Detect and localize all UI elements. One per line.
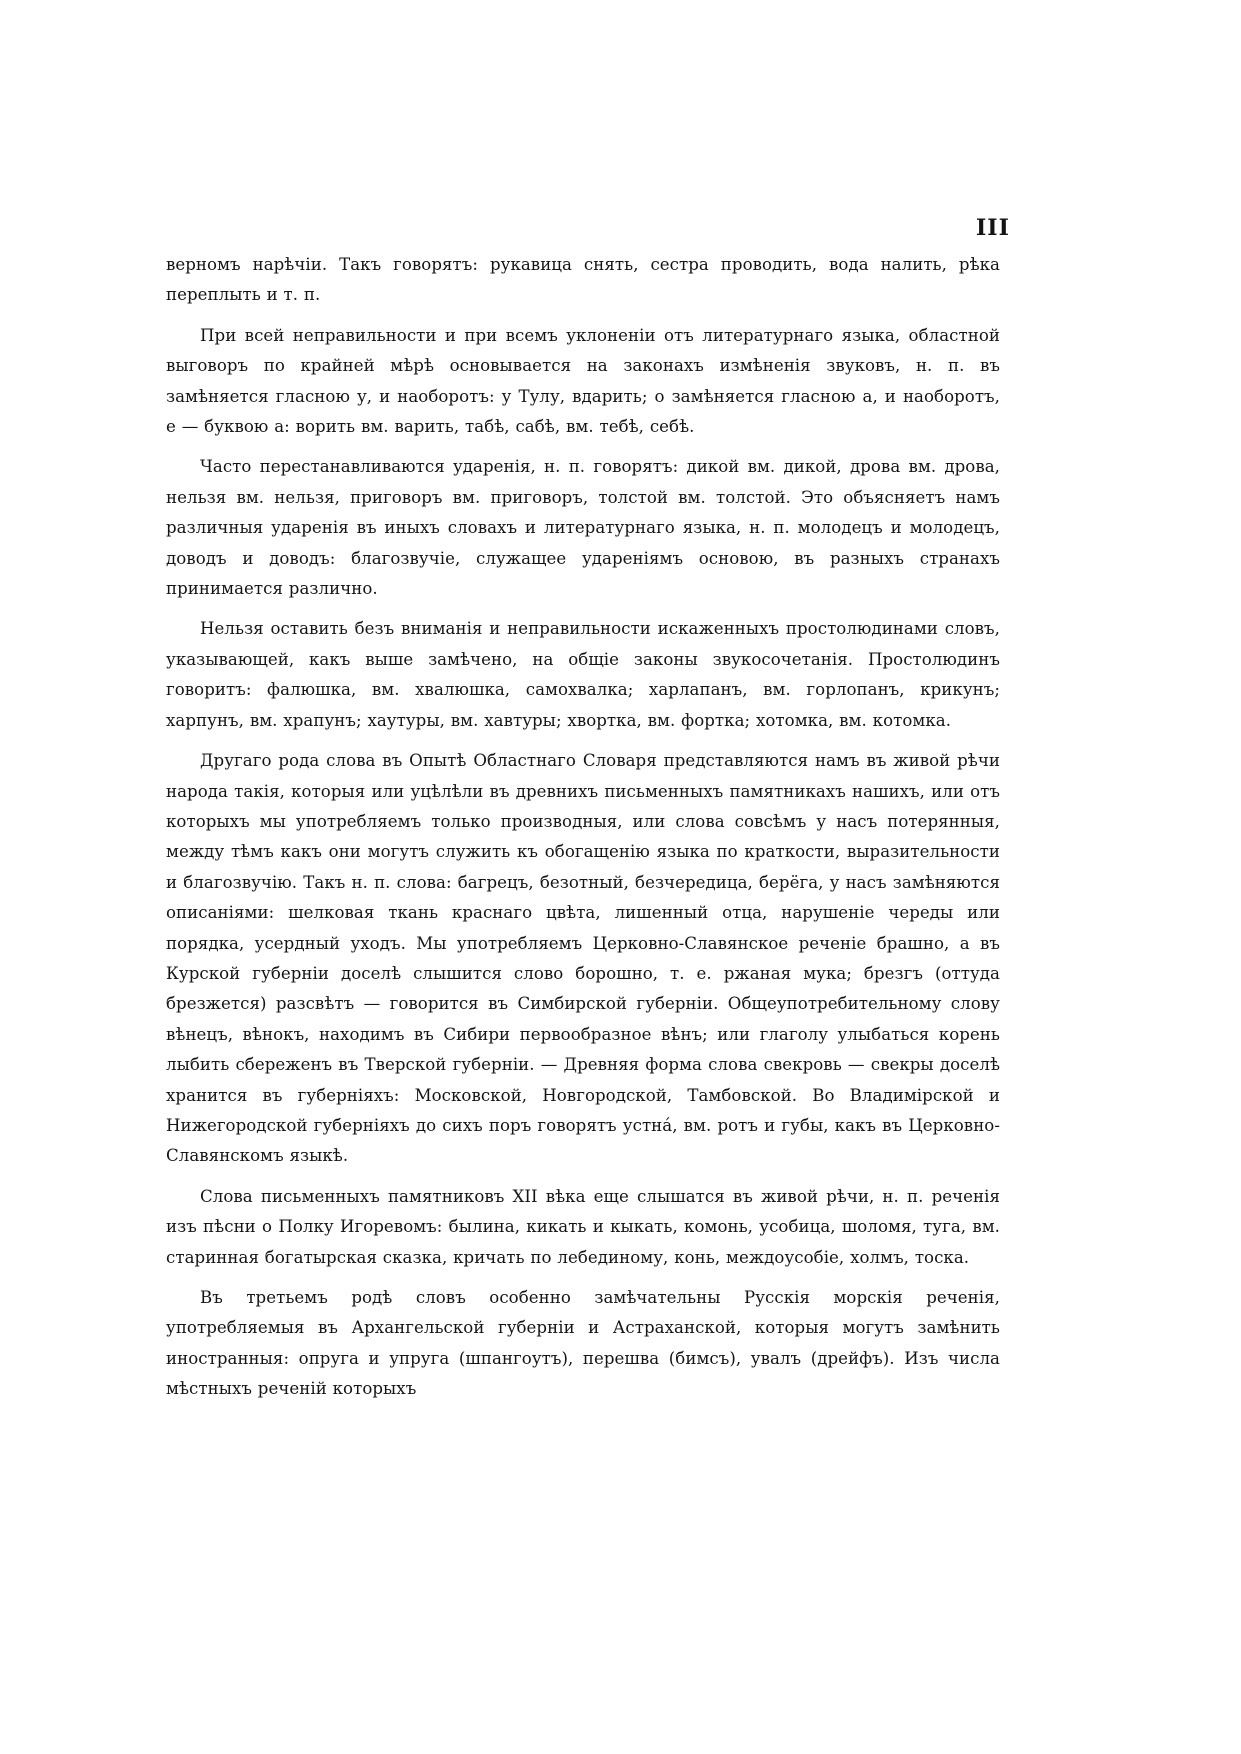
paragraph-nautical-terms: Въ третьемъ родѣ словъ особенно замѣчательны Русскія морскія реченія, употребляемыя въ Архангельской губерніи и Астраханской, которыя могутъ замѣнить иностранныя: опруга и упруга (шпангоутъ), перешва (бимсъ), увалъ (дрейфъ). Изъ числа мѣстныхъ реченій которыхъ [166,1288,1000,1399]
paragraph-distortions: Нельзя оставить безъ вниманія и неправильности искаженныхъ простолюдинами словъ, указывающей, какъ выше замѣчено, на общіе законы звукосочетанія. Простолюдинъ говоритъ: фалюшка, вм. хвалюшка, самохвалка; харлапанъ, вм. горлопанъ, крикунъ; харпунъ, вм. храпунъ; хаутуры, вм. хавтуры; хвортка, вм. фортка; хотомка, вм. котомка. [166,619,1000,730]
paragraph-stress: Часто перестанавливаются ударенія, н. п. говорятъ: дикой вм. дикой, дрова вм. дрова, нельзя вм. нельзя, приговоръ вм. приговоръ, толстой вм. толстой. Это объясняетъ намъ различныя ударенія въ иныхъ словахъ и литературнаго языка, н. п. молодецъ и молодецъ, доводъ и доводъ: благозвучіе, служащее удареніямъ основою, въ разныхъ странахъ принимается различно. [166,457,1000,599]
body-text [166,250,1000,1415]
paragraph-old-words: Другаго рода слова въ Опытѣ Областнаго Словаря представляются намъ въ живой рѣчи народа такія, которыя или уцѣлѣли въ древнихъ письменныхъ памятникахъ нашихъ, или отъ которыхъ мы употребляемъ только производныя, или слова совсѣмъ у насъ потерянныя, между тѣмъ какъ они могутъ служить къ обогащенію языка по краткости, выразительности и благозвучію. Такъ н. п. слова: багрецъ, безотный, безчередица, берёга, у насъ замѣняются описаніями: шелковая ткань краснаго цвѣта, лишенный отца, нарушеніе череды или порядка, усердный уходъ. Мы употребляемъ Церковно-Славянское реченіе брашно, а въ Курской губерніи доселѣ слышится слово борошно, т. е. ржаная мука; брезгъ (оттуда брезжется) разсвѣтъ — говорится въ Симбирской губерніи. Общеупотребительному слову вѣнецъ, вѣнокъ, находимъ въ Сибири первообразное вѣнъ; или глаголу улыбаться корень лыбить сбереженъ въ Тверской губерніи. — Древняя форма слова свекровь — свекры доселѣ хранится въ губерніяхъ: Московской, Новгородской, Тамбовской. Во Владимірской и Нижегородской губерніяхъ до сихъ поръ говорятъ устнá, вм. ротъ и губы, какъ въ Церковно-Славянскомъ языкѣ. [166,751,1000,1166]
page-number: III [976,215,1010,241]
paragraph-pronunciation: При всей неправильности и при всемъ уклоненіи отъ литературнаго языка, областной выговоръ по крайней мѣрѣ основывается на законахъ измѣненія звуковъ, н. п. въ замѣняется гласною у, и наоборотъ: у Тулу, вдарить; о замѣняется гласною а, и наоборотъ, е — буквою а: ворить вм. варить, табѣ, сабѣ, вм. тебѣ, себѣ. [166,325,1000,437]
paragraph-continuation: верномъ нарѣчіи. Такъ говорятъ: рукавица снять, сестра проводить, вода налить, рѣка переплыть и т. п. [166,255,1000,305]
paragraph-xii-century: Слова письменныхъ памятниковъ XII вѣка еще слышатся въ живой рѣчи, н. п. реченія изъ пѣсни о Полку Игоревомъ: былина, кикать и кыкать, комонь, усобица, шоломя, туга, вм. старинная богатырская сказка, кричать по лебединому, конь, междоусобіе, холмъ, тоска. [166,1186,1000,1267]
